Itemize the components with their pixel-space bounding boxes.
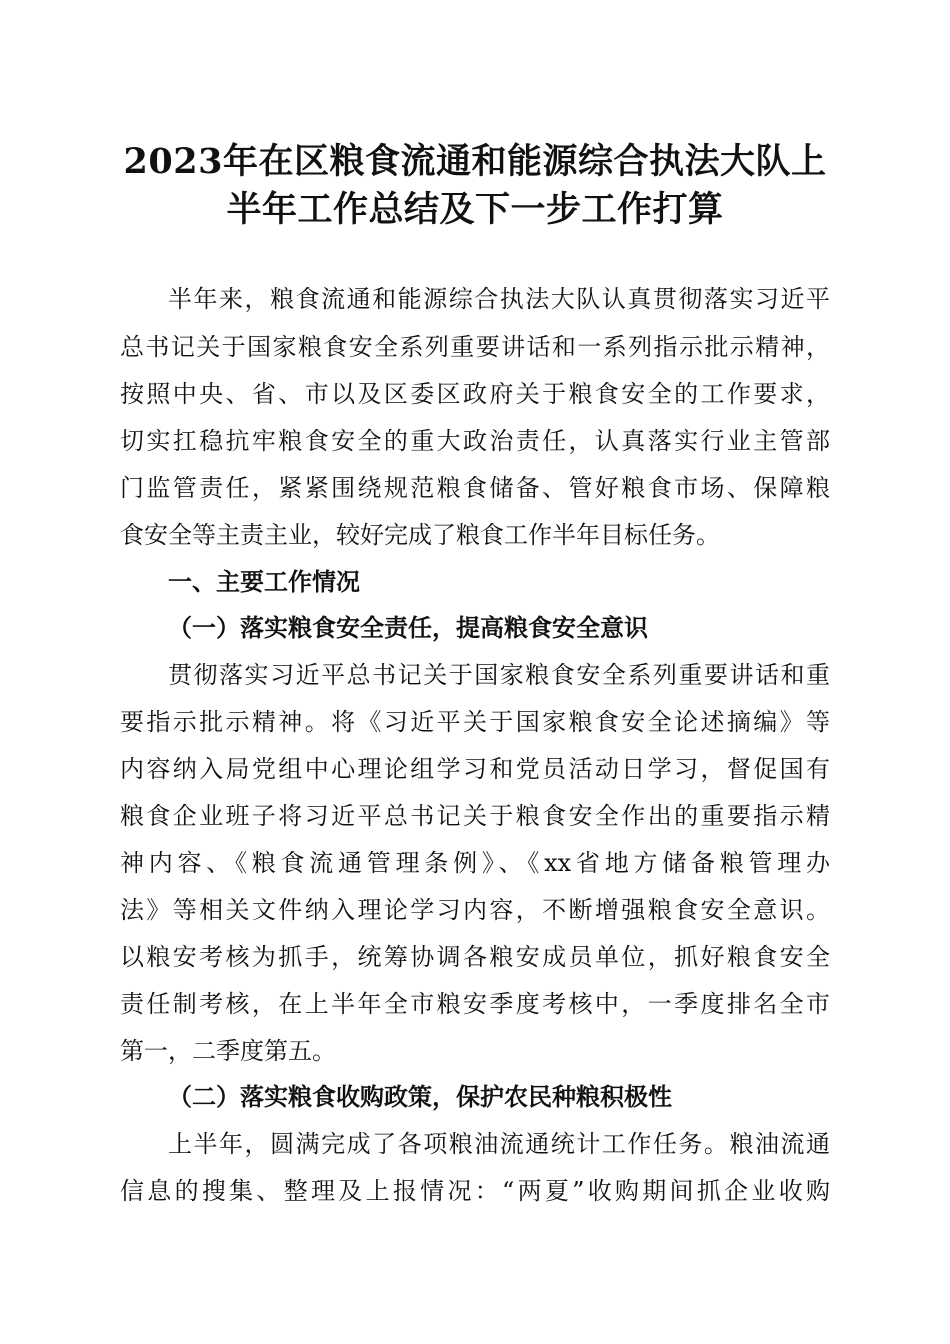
paragraph-line: 半年来，粮食流通和能源综合执法大队认真贯彻落实习近平 <box>168 285 830 313</box>
paragraph-line: 贯彻落实习近平总书记关于国家粮食安全系列重要讲话和重 <box>168 661 830 689</box>
paragraph-line: 上半年，圆满完成了各项粮油流通统计工作任务。粮油流通 <box>168 1130 830 1158</box>
paragraph-line: 以粮安考核为抓手，统筹协调各粮安成员单位，抓好粮食安全 <box>120 943 830 971</box>
paragraph-line: 粮食企业班子将习近平总书记关于粮食安全作出的重要指示精 <box>120 802 830 830</box>
section-heading: 一、主要工作情况 <box>168 568 360 596</box>
paragraph-line: 法》等相关文件纳入理论学习内容，不断增强粮食安全意识。 <box>120 896 830 924</box>
paragraph-line: 切实扛稳抗牢粮食安全的重大政治责任，认真落实行业主管部 <box>120 427 830 455</box>
paragraph-line: 按照中央、省、市以及区委区政府关于粮食安全的工作要求， <box>120 380 830 408</box>
paragraph-line: 食安全等主责主业，较好完成了粮食工作半年目标任务。 <box>120 521 720 549</box>
subsection-heading: （一）落实粮食安全责任，提高粮食安全意识 <box>168 613 648 642</box>
subsection-heading: （二）落实粮食收购政策，保护农民种粮积极性 <box>168 1082 672 1111</box>
document-title-line-1: 2023年在区粮食流通和能源综合执法大队上 <box>123 141 827 182</box>
document-title-line-2: 半年工作总结及下一步工作打算 <box>226 189 724 230</box>
paragraph-line: 第一，二季度第五。 <box>120 1037 336 1065</box>
paragraph-line: 神内容、《粮食流通管理条例》、《xx省地方储备粮管理办 <box>120 849 830 877</box>
paragraph-line: 总书记关于国家粮食安全系列重要讲话和一系列指示批示精神， <box>120 333 830 361</box>
paragraph-line: 信息的搜集、整理及上报情况：“两夏”收购期间抓企业收购 <box>120 1177 830 1205</box>
paragraph-line: 门监管责任，紧紧围绕规范粮食储备、管好粮食市场、保障粮 <box>120 474 830 502</box>
paragraph-line: 责任制考核，在上半年全市粮安季度考核中，一季度排名全市 <box>120 990 830 1018</box>
paragraph-line: 内容纳入局党组中心理论组学习和党员活动日学习，督促国有 <box>120 755 830 783</box>
paragraph-line: 要指示批示精神。将《习近平关于国家粮食安全论述摘编》等 <box>120 708 830 736</box>
